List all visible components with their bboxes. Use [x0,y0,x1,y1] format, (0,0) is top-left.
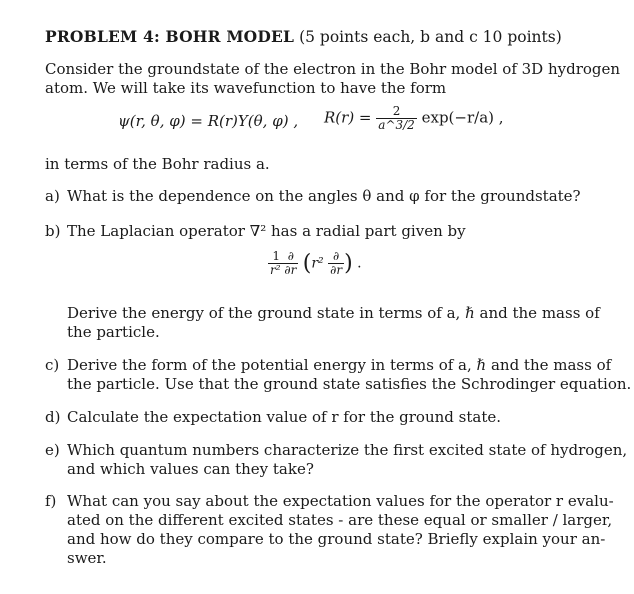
laplacian-mid: r² [311,255,324,272]
laplacian-paren-open: ( [302,251,312,276]
part-a-text: What is the dependence on the angles θ and φ for the groundstate? [67,187,581,205]
part-c-line-2: the particle. Use that the ground state satisfies the Schrodinger equation. [67,375,632,393]
part-f [45,492,614,510]
problem-heading: PROBLEM 4: BOHR MODEL [45,27,295,46]
problem-title [45,27,562,46]
part-d-label: d) [45,408,61,426]
equation-psi-text: ψ(r, θ, φ) = R(r)Y(θ, φ) , [118,112,299,130]
equation-radial [324,105,504,132]
part-a-label: a) [45,187,60,205]
equation-radial-den: a^3/2 [378,118,415,132]
part-e [45,441,627,459]
intro-line-2: atom. We will take its wavefunction to have the form [45,79,447,97]
laplacian-operator: $\frac{1 \partial}{\text{r² ∂r}}$ (r² $\frac{\partial}{\partial r}$ ) . [270,249,362,277]
intro-line-1: Consider the groundstate of the electron in the Bohr model of 3D hydrogen [45,60,621,78]
laplacian-num-1: 1 ∂ [272,249,294,263]
part-f-line-3: and how do they compare to the ground state? Briefly explain your an- [67,530,606,548]
part-d [45,408,501,426]
laplacian-den-1: r² ∂r [270,263,297,277]
part-e-line-1: Which quantum numbers characterize the first excited state of hydrogen, [67,441,628,459]
laplacian-paren-close: ) [344,251,353,276]
equation-radial-num: 2 [392,104,401,118]
laplacian-den-2: ∂r [330,263,343,277]
part-b-label: b) [45,222,61,240]
part-f-label: f) [45,492,57,510]
part-d-text: Calculate the expectation value of r for the ground state. [67,408,501,426]
part-f-line-4: swer. [67,549,107,567]
laplacian-num-2: ∂ [332,249,340,263]
part-a [45,187,581,205]
part-b [45,222,466,240]
part-b-text: The Laplacian operator ∇² has a radial part given by [67,222,466,240]
part-f-line-2: ated on the different excited states - are these equal or smaller / larger, [67,511,613,529]
part-c-line-1: Derive the form of the potential energy in terms of a, ℏ and the mass of [67,356,612,374]
part-e-line-2: and which values can they take? [67,460,314,478]
part-b-line-2: the particle. [67,323,160,341]
problem-points: (5 points each, b and c 10 points) [299,28,562,46]
laplacian-frac-1 [268,250,298,277]
equation-radial-rhs: exp(−r/a) , [421,108,504,127]
equation-radial-lhs: R(r) = [324,108,372,127]
equation-radial-fraction [376,105,417,132]
intro-after: in terms of the Bohr radius a. [45,155,270,173]
part-c-label: c) [45,356,60,374]
laplacian-frac-2 [328,250,344,277]
part-c [45,356,611,374]
part-b-line-1: Derive the energy of the ground state in terms of a, ℏ and the mass of [67,304,600,322]
equation-psi [118,112,298,130]
part-f-line-1: What can you say about the expectation values for the operator r evalu- [67,492,614,510]
part-e-label: e) [45,441,60,459]
